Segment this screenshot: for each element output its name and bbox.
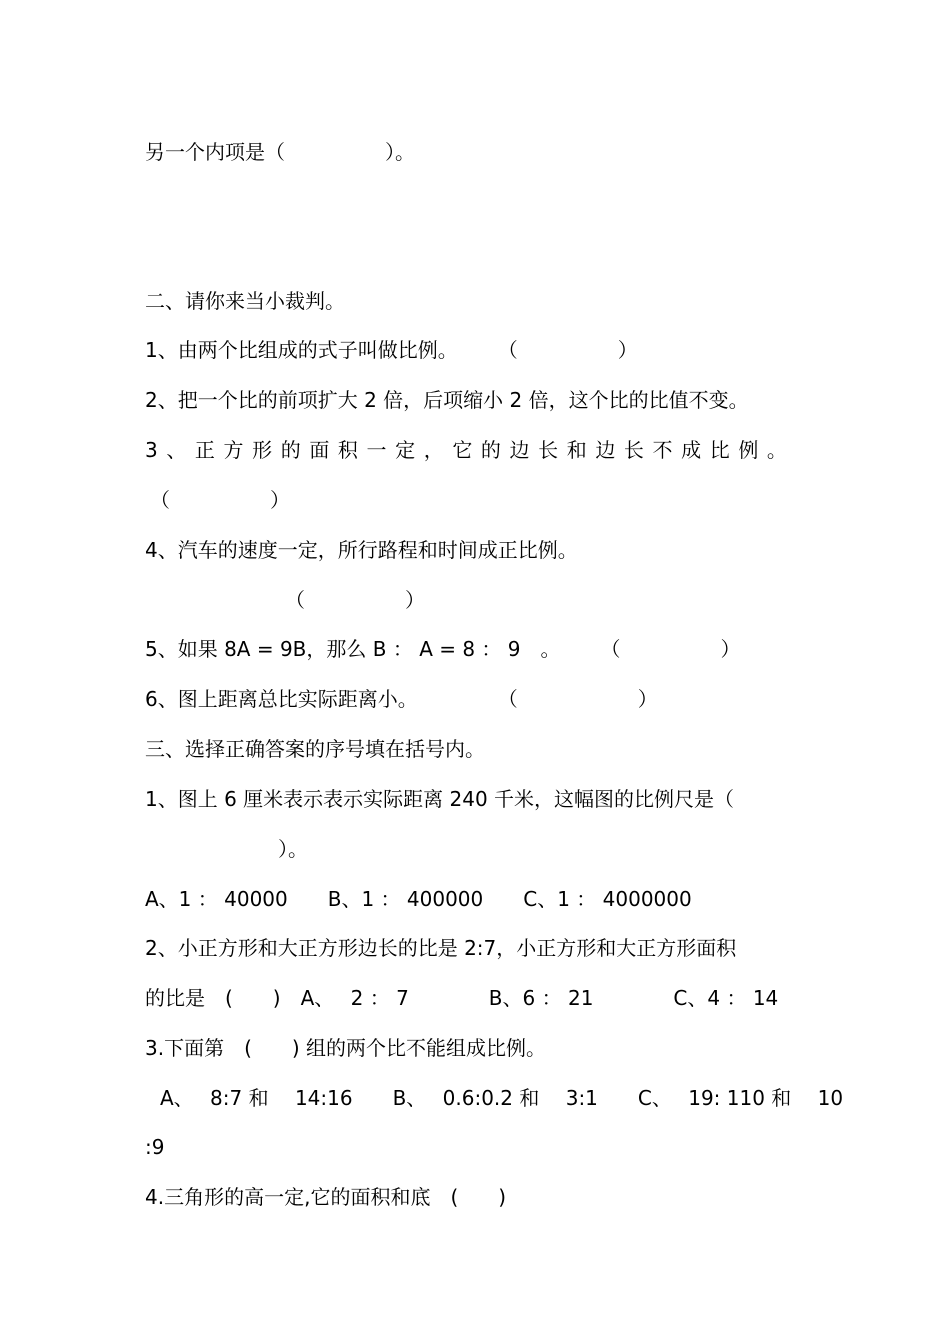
text-line-1: 另一个内项是（ ）。 <box>145 140 415 164</box>
question-2-5: 5、如果 8A = 9B，那么 B ： A = 8 ： 9 。 （ ） <box>145 637 741 661</box>
question-3-1: 1、图上 6 厘米表示表示实际距离 240 千米，这幅图的比例尺是（ <box>145 787 735 811</box>
question-3-1-options: A、1 ： 40000 B、1 ： 400000 C、1 ： 4000000 <box>145 887 692 911</box>
question-3-3-options: A、 8:7 和 14:16 B、 0.6:0.2 和 3:1 C、 19: 110 和 10 <box>160 1086 844 1110</box>
question-3-2: 2、小正方形和大正方形边长的比是 2:7，小正方形和大正方形面积 <box>145 936 737 960</box>
question-2-6: 6、图上距离总比实际距离小。 （ ） <box>145 687 658 711</box>
question-2-2: 2、把一个比的前项扩大 2 倍，后项缩小 2 倍，这个比的比值不变。 <box>145 388 749 412</box>
section-heading-2: 二、请你来当小裁判。 <box>145 289 345 313</box>
question-2-3: 3、正方形的面积一定，它的边长和边长不成比例。 <box>145 438 796 462</box>
question-3-3-options-continued: :9 <box>145 1135 165 1159</box>
question-3-2-options: 的比是 ( ) A、 2 ： 7 B、6 ： 21 C、4 ： 14 <box>145 986 779 1010</box>
question-2-4: 4、汽车的速度一定，所行路程和时间成正比例。 <box>145 538 578 562</box>
question-3-4: 4.三角形的高一定,它的面积和底 ( ) <box>145 1185 507 1209</box>
question-2-3-answer: （ ） <box>150 488 290 512</box>
question-3-3: 3.下面第 ( ) 组的两个比不能组成比例。 <box>145 1036 547 1060</box>
question-3-1-answer: ）。 <box>278 837 308 861</box>
question-2-1: 1、由两个比组成的式子叫做比例。 （ ） <box>145 338 638 362</box>
question-2-4-answer: （ ） <box>285 588 425 612</box>
section-heading-3: 三、选择正确答案的序号填在括号内。 <box>145 737 485 761</box>
